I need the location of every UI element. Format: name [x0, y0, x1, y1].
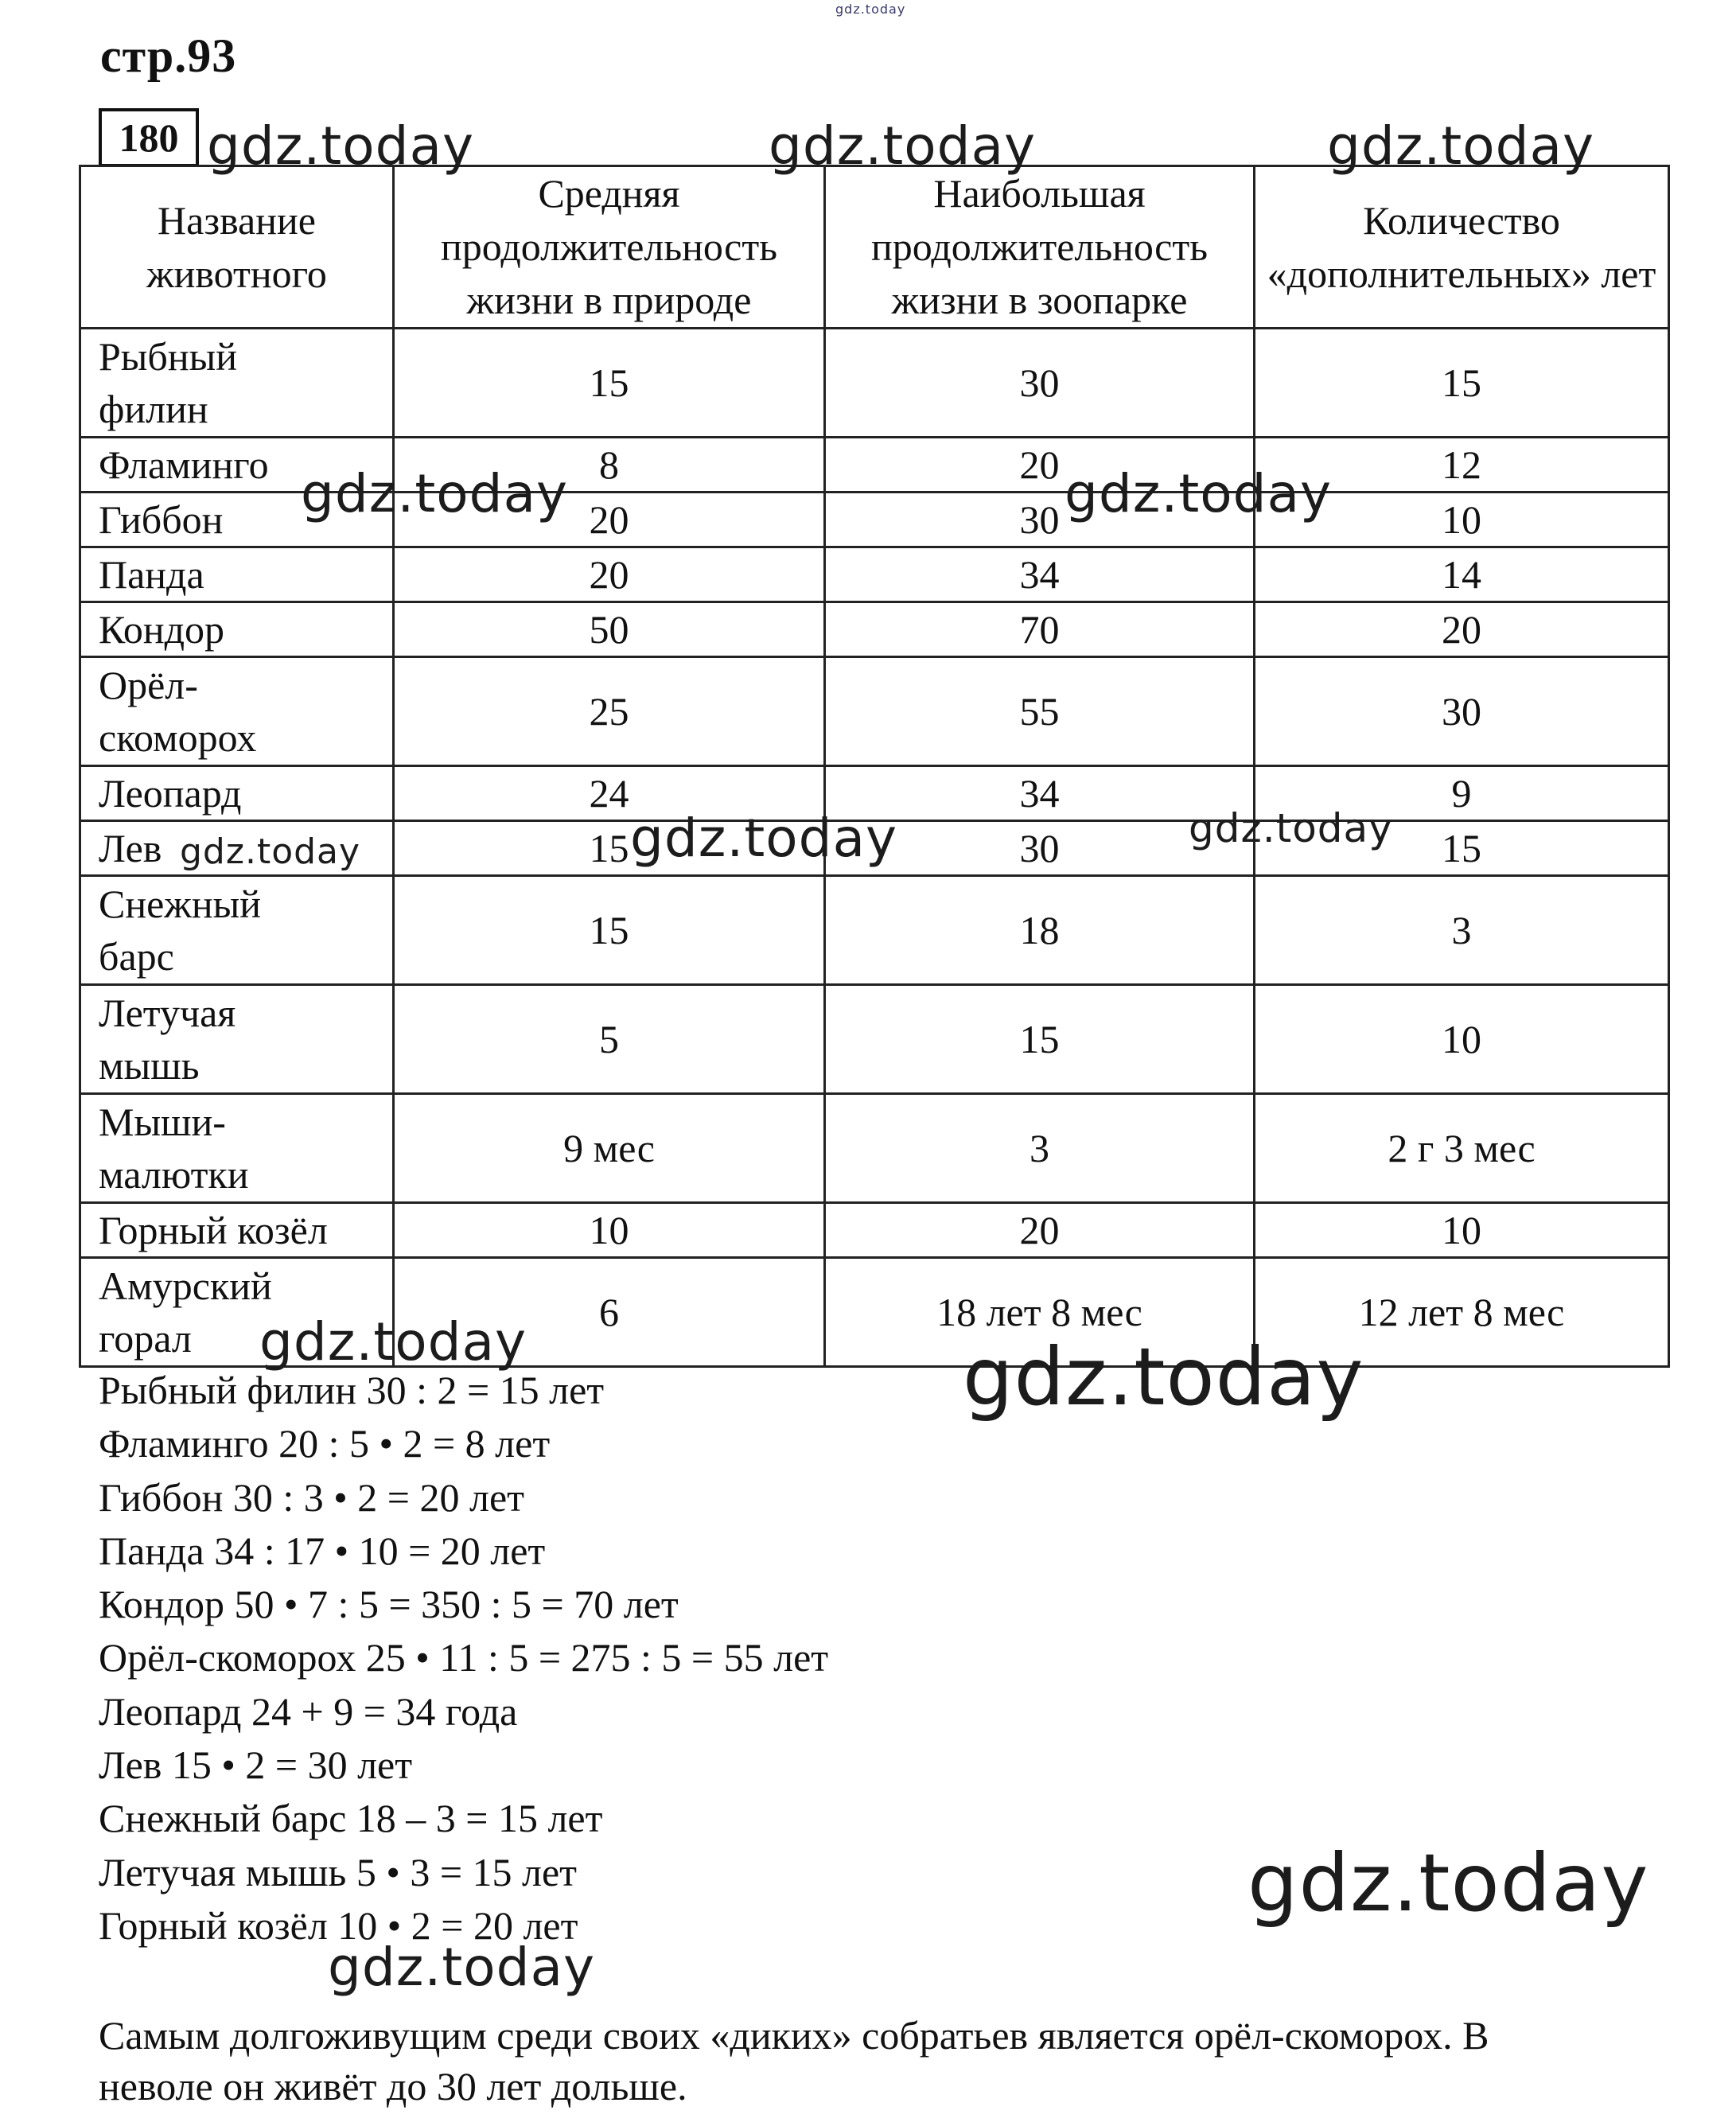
table-row	[80, 1203, 1669, 1258]
solution-line: Кондор 50 • 7 : 5 = 350 : 5 = 70 лет	[99, 1582, 679, 1627]
animal-name-cell	[80, 1094, 394, 1203]
watermark: gdz.today	[1327, 115, 1595, 177]
animal-name-line: Снежный	[99, 882, 261, 926]
page-title: стр.93	[100, 29, 237, 82]
animal-name-line: Леопард	[99, 771, 242, 816]
animal-name-line: Гиббон	[99, 497, 224, 542]
wild-lifespan-cell: 15	[394, 329, 825, 438]
zoo-lifespan-cell: 20	[825, 438, 1255, 493]
extra-years-cell: 2 г 3 мес	[1255, 1094, 1669, 1203]
wild-lifespan-cell: 6	[394, 1258, 825, 1367]
zoo-lifespan-cell: 20	[825, 1203, 1255, 1258]
zoo-lifespan-cell: 30	[825, 821, 1255, 876]
solution-line: Леопард 24 + 9 = 34 года	[99, 1688, 518, 1734]
solution-line: Гиббон 30 : 3 • 2 = 20 лет	[99, 1474, 524, 1520]
solution-line: Снежный барс 18 – 3 = 15 лет	[99, 1796, 603, 1841]
solutions-list	[99, 1364, 828, 1953]
zoo-lifespan-cell: 70	[825, 602, 1255, 657]
wild-lifespan-cell: 24	[394, 766, 825, 821]
watermark: gdz.today	[630, 808, 898, 869]
watermark: gdz.today	[963, 1330, 1364, 1423]
header-zoo-lifespan: Наибольшая продолжительность жизни в зоопарке	[825, 166, 1255, 329]
wild-lifespan-cell: 25	[394, 657, 825, 766]
zoo-lifespan-cell: 18 лет 8 мес	[825, 1258, 1255, 1367]
animal-name-cell	[80, 876, 394, 985]
wild-lifespan-cell: 15	[394, 821, 825, 876]
header-extra-years: Количество «дополнительных» лет	[1255, 166, 1669, 329]
table-row	[80, 602, 1669, 657]
animal-name-line: Панда	[99, 552, 204, 597]
animal-name-line: горал	[99, 1316, 192, 1361]
wild-lifespan-cell: 10	[394, 1203, 825, 1258]
extra-years-cell: 20	[1255, 602, 1669, 657]
animal-name-line: филин	[99, 387, 208, 431]
animal-name-cell	[80, 766, 394, 821]
solution-line: Панда 34 : 17 • 10 = 20 лет	[99, 1528, 546, 1573]
zoo-lifespan-cell: 34	[825, 766, 1255, 821]
animal-name-line: скоморох	[99, 715, 257, 760]
watermark: gdz.today	[1248, 1836, 1649, 1929]
animal-name-line: Лев	[99, 826, 162, 870]
extra-years-cell: 3	[1255, 876, 1669, 985]
extra-years-cell: 12 лет 8 мес	[1255, 1258, 1669, 1367]
zoo-lifespan-cell: 18	[825, 876, 1255, 985]
wild-lifespan-cell: 20	[394, 493, 825, 547]
wild-lifespan-cell: 15	[394, 876, 825, 985]
animal-name-cell	[80, 329, 394, 438]
watermark: gdz.today	[207, 115, 475, 177]
table-row	[80, 1094, 1669, 1203]
extra-years-cell: 15	[1255, 329, 1669, 438]
extra-years-cell: 10	[1255, 985, 1669, 1094]
wild-lifespan-cell: 9 мес	[394, 1094, 825, 1203]
animal-name-line: барс	[99, 934, 174, 979]
extra-years-cell: 9	[1255, 766, 1669, 821]
table-row	[80, 985, 1669, 1094]
animal-name-line: Кондор	[99, 607, 225, 652]
solution-line: Фламинго 20 : 5 • 2 = 8 лет	[99, 1421, 551, 1466]
watermark: gdz.today	[180, 831, 361, 872]
extra-years-cell: 10	[1255, 493, 1669, 547]
table-row	[80, 329, 1669, 438]
extra-years-cell: 30	[1255, 657, 1669, 766]
animal-name-line: Амурский	[99, 1264, 272, 1308]
wild-lifespan-cell: 5	[394, 985, 825, 1094]
watermark: gdz.today	[259, 1311, 527, 1373]
watermark: gdz.today	[328, 1937, 596, 1998]
lifespan-table	[79, 165, 1670, 1368]
wild-lifespan-cell: 50	[394, 602, 825, 657]
header-animal-name: Название животного	[80, 166, 394, 329]
extra-years-cell: 14	[1255, 547, 1669, 602]
solution-line: Орёл-скоморох 25 • 11 : 5 = 275 : 5 = 55 лет	[99, 1635, 829, 1680]
watermark: gdz.today	[301, 463, 569, 524]
animal-name-line: мышь	[99, 1043, 200, 1088]
solution-line: Лев 15 • 2 = 30 лет	[99, 1742, 413, 1788]
animal-name-line: Горный козёл	[99, 1208, 328, 1252]
wild-lifespan-cell: 8	[394, 438, 825, 493]
extra-years-cell: 10	[1255, 1203, 1669, 1258]
zoo-lifespan-cell: 3	[825, 1094, 1255, 1203]
header-wild-lifespan: Средняя продолжительность жизни в природе	[394, 166, 825, 329]
watermark: gdz.today	[769, 115, 1037, 177]
zoo-lifespan-cell: 55	[825, 657, 1255, 766]
solution-line: Рыбный филин 30 : 2 = 15 лет	[99, 1368, 605, 1412]
watermark: gdz.today	[1065, 463, 1333, 524]
animal-name-line: Фламинго	[99, 442, 269, 487]
watermark: gdz.today	[835, 2, 906, 17]
animal-name-line: Орёл-	[99, 663, 198, 707]
wild-lifespan-cell: 20	[394, 547, 825, 602]
conclusion-text: Самым долгоживущим среди своих «диких» собратьев является орёл-скоморох. В неволе он живёт до 30 лет дольше.	[99, 2013, 1489, 2108]
animal-name-line: Летучая	[99, 991, 236, 1035]
task-number-box: 180	[99, 108, 199, 167]
animal-name-line: Рыбный	[99, 334, 237, 379]
animal-name-cell	[80, 602, 394, 657]
extra-years-cell: 15	[1255, 821, 1669, 876]
table-row	[80, 547, 1669, 602]
animal-name-line: малютки	[99, 1152, 249, 1197]
zoo-lifespan-cell: 30	[825, 329, 1255, 438]
table-header-row	[80, 166, 1669, 329]
solution-line: Горный козёл 10 • 2 = 20 лет	[99, 1902, 578, 1948]
animal-name-cell	[80, 657, 394, 766]
zoo-lifespan-cell: 30	[825, 493, 1255, 547]
zoo-lifespan-cell: 34	[825, 547, 1255, 602]
zoo-lifespan-cell: 15	[825, 985, 1255, 1094]
table-row	[80, 876, 1669, 985]
extra-years-cell: 12	[1255, 438, 1669, 493]
animal-name-cell	[80, 1203, 394, 1258]
table-row	[80, 657, 1669, 766]
watermark: gdz.today	[1189, 805, 1393, 851]
animal-name-cell	[80, 985, 394, 1094]
animal-name-cell	[80, 547, 394, 602]
animal-name-line: Мыши-	[99, 1100, 226, 1144]
solution-line: Летучая мышь 5 • 3 = 15 лет	[99, 1849, 578, 1894]
